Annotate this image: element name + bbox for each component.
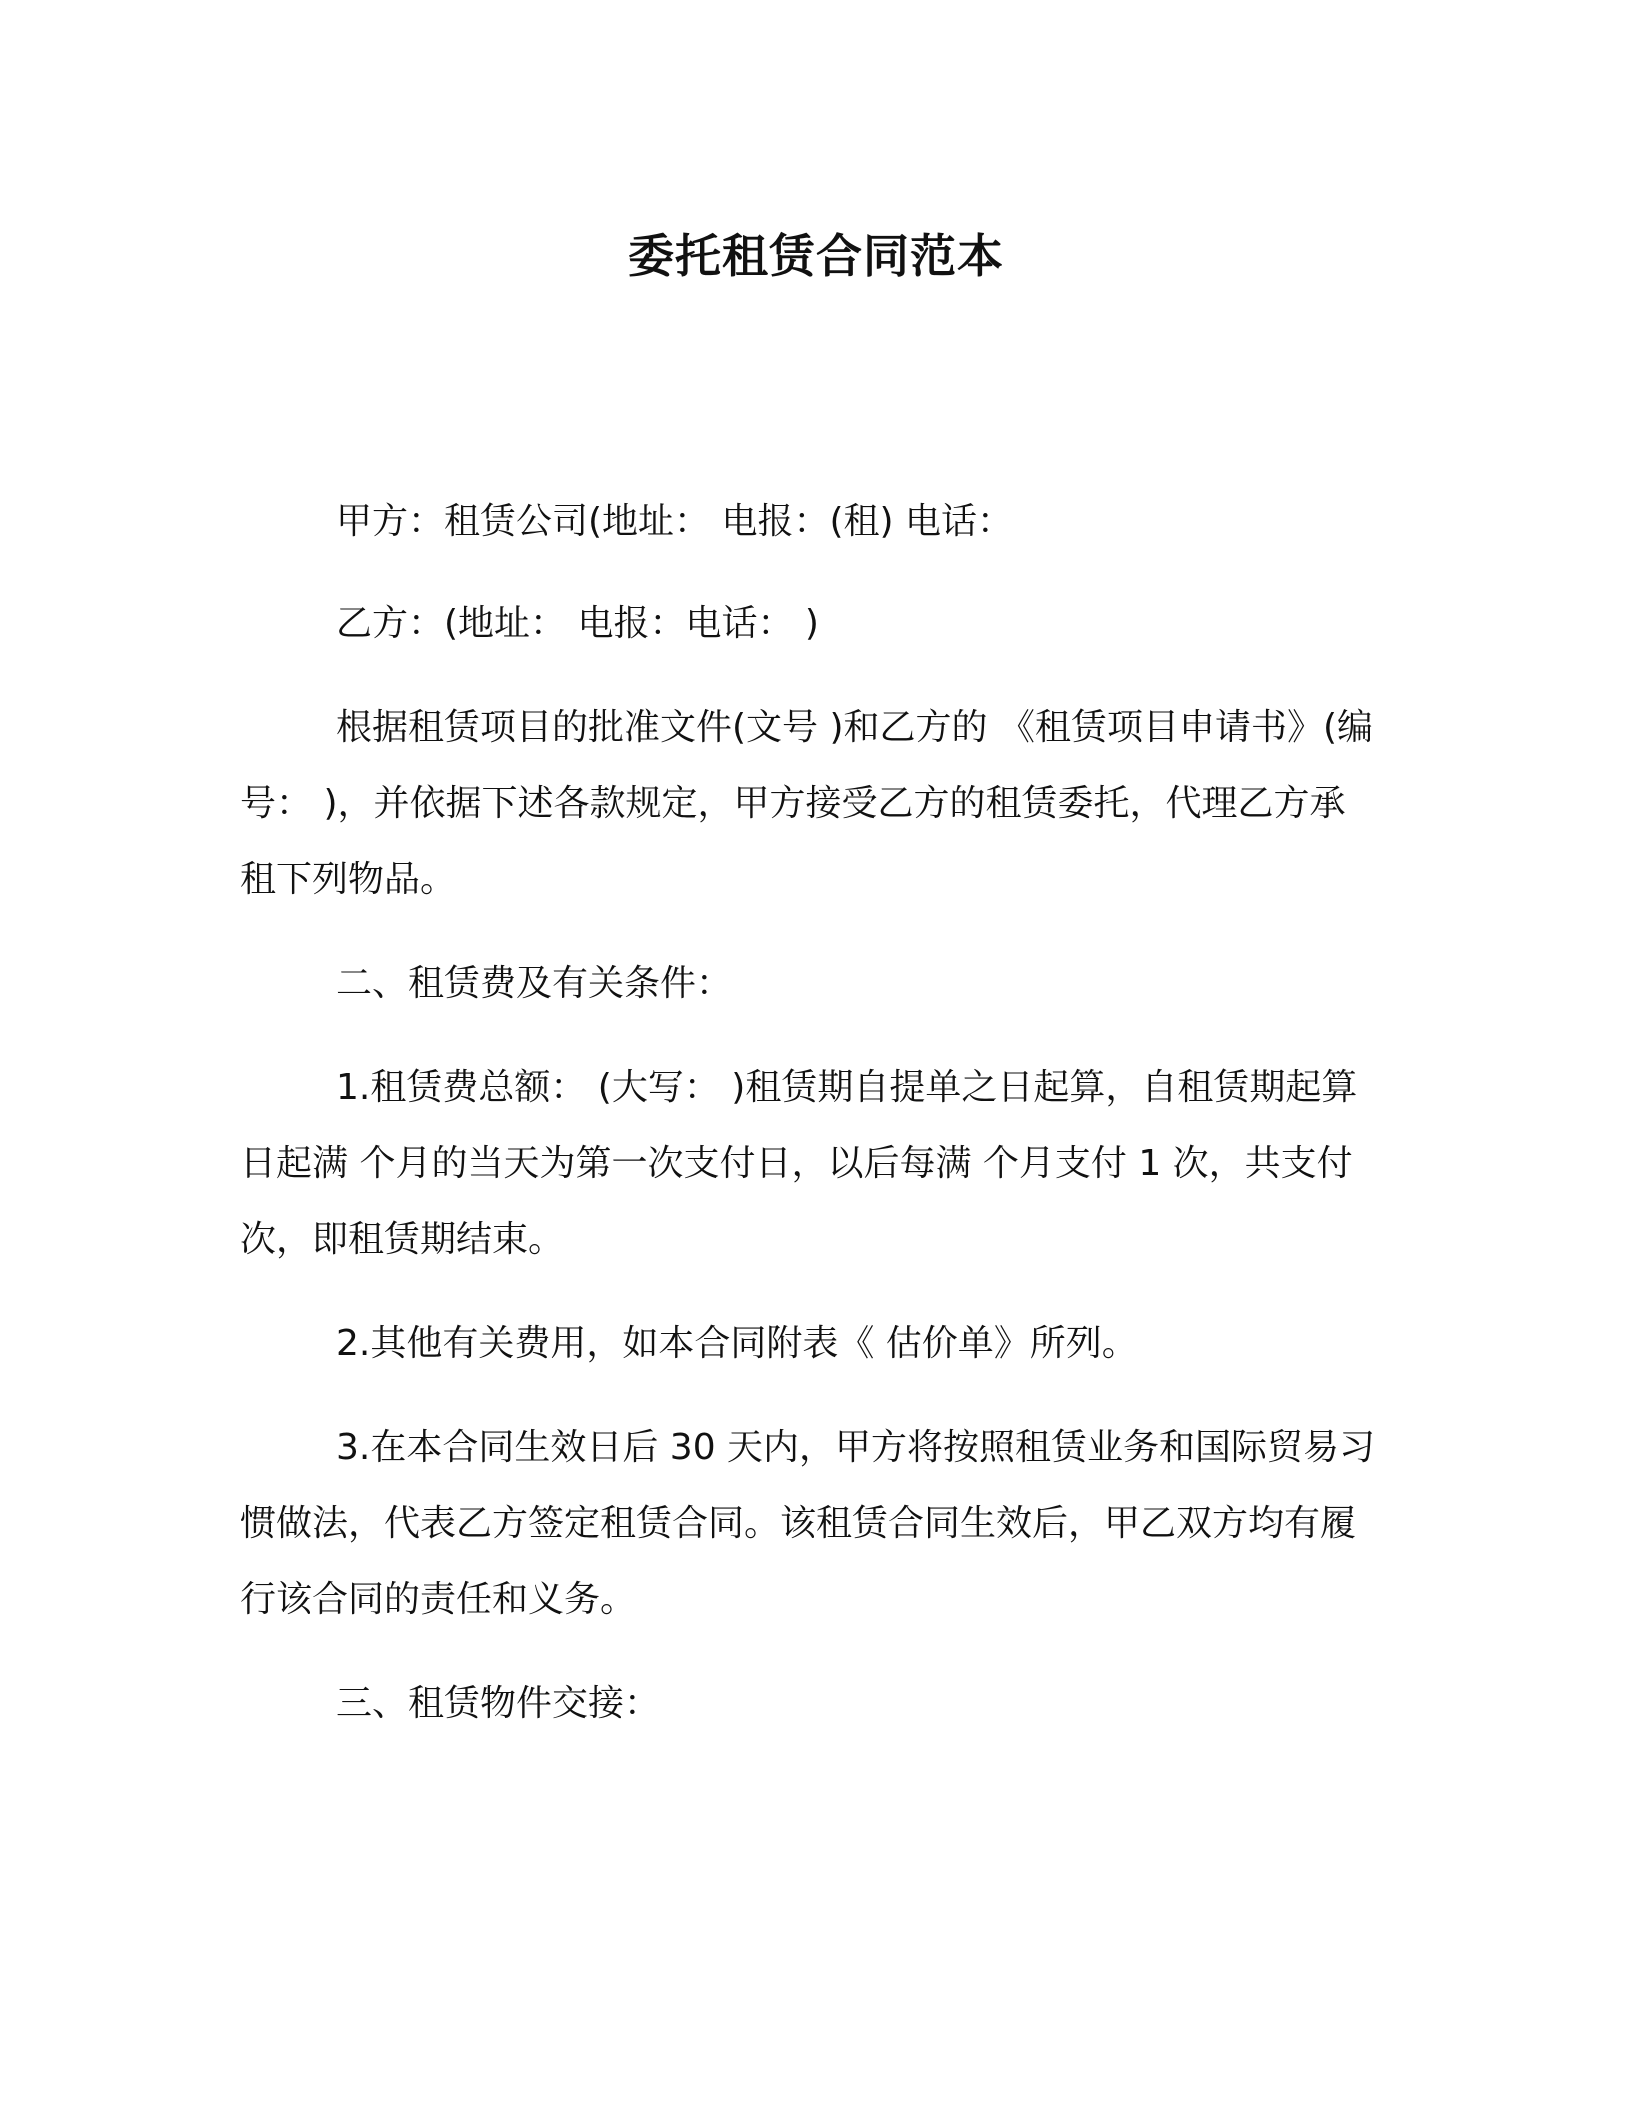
party-a-line: 甲方：租赁公司(地址： 电报：(租) 电话： xyxy=(336,501,1014,542)
document-title: 委托租赁合同范本 xyxy=(628,229,1004,283)
clause-2-paragraph: 2.其他有关费用，如本合同附表《 估价单》所列。 xyxy=(336,1323,1138,1364)
clause-3-paragraph: 3.在本合同生效日后 30 天内，甲方将按照租赁业务和国际贸易习惯做法，代表乙方签定租赁合同。该租赁合同生效后，甲乙双方均有履行该合同的责任和义务。 xyxy=(240,1427,1376,1620)
section-three-heading: 三、租赁物件交接： xyxy=(336,1683,661,1724)
party-b-line: 乙方：(地址： 电报：电话： ) xyxy=(336,603,819,644)
section-two-heading: 二、租赁费及有关条件： xyxy=(336,963,733,1004)
preamble-paragraph: 根据租赁项目的批准文件(文号 )和乙方的 《租赁项目申请书》(编号： )，并依据下述各款规定，甲方接受乙方的租赁委托，代理乙方承租下列物品。 xyxy=(240,707,1374,900)
clause-1-paragraph: 1.租赁费总额： (大写： )租赁期自提单之日起算，自租赁期起算日起满 个月的当天为第一次支付日，以后每满 个月支付 1 次，共支付 次，即租赁期结束。 xyxy=(240,1067,1358,1260)
